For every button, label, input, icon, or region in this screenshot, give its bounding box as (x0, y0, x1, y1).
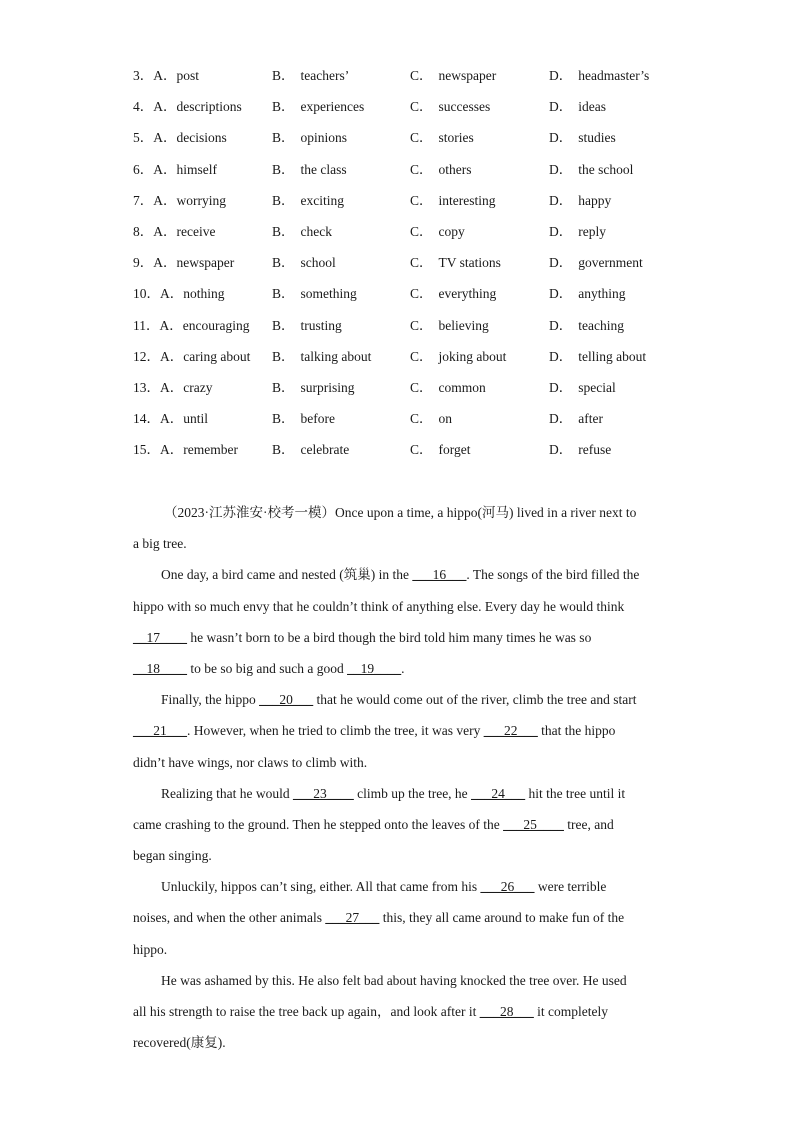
option-letter: C． (410, 99, 433, 115)
option-letter: D． (549, 130, 573, 146)
question-number: 6． (133, 161, 154, 177)
option-letter: C． (410, 411, 433, 427)
blank-28[interactable]: ___28___ (479, 1004, 534, 1019)
cloze-passage (133, 497, 661, 1058)
option-text: opinions (300, 130, 348, 146)
option-letter: A． (153, 255, 177, 271)
passage-line: noises, and when the other animals ___27___ this, they all came around to make fun of the (133, 910, 625, 926)
question-number-and-option-a (133, 251, 234, 275)
option-text: after (578, 411, 603, 427)
option-c[interactable] (410, 314, 489, 338)
question-number-and-option-a (133, 189, 226, 213)
option-letter: B． (272, 379, 295, 395)
option-row (133, 251, 693, 282)
option-letter: C． (410, 68, 433, 83)
option-text: government (578, 255, 643, 271)
option-text: others (438, 161, 472, 177)
passage-line: He was ashamed by this. He also felt bad about having knocked the tree over. He used (161, 972, 627, 988)
blank-22[interactable]: ___22___ (483, 723, 538, 739)
option-c[interactable] (410, 158, 472, 182)
option-text: something (300, 286, 357, 302)
blank-20[interactable]: ___20___ (259, 692, 314, 708)
blank-27[interactable]: ___27___ (325, 910, 380, 926)
question-number-and-option-a (133, 345, 250, 369)
option-text: teaching (578, 317, 624, 333)
option-letter: C． (410, 223, 433, 239)
option-c[interactable] (410, 64, 496, 88)
option-letter: A． (153, 130, 177, 146)
option-letter: C． (410, 161, 433, 177)
option-letter: B． (272, 192, 295, 208)
option-letter: A． (160, 379, 184, 395)
option-row (133, 220, 693, 251)
option-c[interactable] (410, 126, 474, 150)
option-b[interactable] (272, 220, 332, 244)
option-c[interactable] (410, 251, 501, 275)
option-letter: D． (549, 286, 573, 302)
option-b[interactable] (272, 251, 336, 275)
option-text[interactable]: nothing (183, 286, 225, 302)
option-text[interactable]: remember (183, 442, 238, 458)
passage-line: Finally, the hippo ___20___ that he would come out of the river, climb the tree and start (161, 692, 637, 708)
passage-line: __17____ he wasn’t born to be a bird though the bird told him many times he was so (133, 629, 592, 645)
option-d[interactable] (549, 189, 611, 213)
option-text: experiences (300, 99, 365, 115)
question-number-and-option-a (133, 438, 238, 462)
question-number-and-option-a (133, 64, 199, 88)
option-row (133, 376, 693, 407)
option-text: stories (438, 130, 474, 146)
option-c[interactable] (410, 95, 490, 119)
option-text[interactable]: worrying (176, 192, 226, 208)
option-letter: B． (272, 130, 295, 146)
question-number-and-option-a (133, 314, 249, 338)
option-text: check (300, 223, 332, 239)
blank-18[interactable]: __18____ (133, 660, 187, 676)
question-number: 7． (133, 192, 154, 208)
question-number: 3． (133, 68, 154, 83)
options-table (133, 64, 693, 469)
question-number: 11． (133, 317, 160, 333)
option-text[interactable]: encouraging (182, 317, 250, 333)
option-row (133, 158, 693, 189)
option-d[interactable] (549, 438, 611, 462)
passage-line: One day, a bird came and nested (筑巢) in the ___16___. The songs of the bird filled the (161, 567, 640, 583)
option-d[interactable] (549, 220, 606, 244)
option-c[interactable] (410, 438, 471, 462)
option-letter: C． (410, 255, 433, 271)
option-letter: B． (272, 286, 295, 302)
option-letter: C． (410, 130, 433, 146)
option-text: anything (578, 286, 626, 302)
option-letter: D． (549, 68, 573, 83)
option-text: reply (578, 223, 606, 239)
option-letter: A． (153, 161, 177, 177)
passage-line: a big tree. (133, 536, 187, 552)
option-letter: A． (153, 192, 177, 208)
option-d[interactable] (549, 345, 646, 369)
option-letter: C． (410, 348, 433, 364)
blank-23[interactable]: ___23____ (292, 785, 354, 801)
option-b[interactable] (272, 189, 344, 213)
option-text: forget (438, 442, 471, 458)
option-text: studies (578, 130, 616, 146)
option-letter: D． (549, 348, 573, 364)
option-text[interactable]: descriptions (176, 99, 242, 115)
option-text: school (300, 255, 336, 271)
option-letter: B． (272, 68, 295, 83)
question-number-and-option-a (133, 376, 212, 400)
blank-24[interactable]: ___24___ (471, 785, 526, 801)
option-letter: C． (410, 317, 433, 333)
passage-line: ___21___. However, when he tried to climb the tree, it was very ___22___ that the hippo (133, 723, 616, 739)
question-number-and-option-a (133, 220, 215, 244)
option-text: teachers’ (300, 68, 350, 83)
option-text: happy (578, 192, 612, 208)
option-text: joking about (438, 348, 507, 364)
option-text: believing (438, 317, 489, 333)
option-text[interactable]: until (183, 411, 209, 427)
question-number-and-option-a (133, 407, 208, 431)
option-b[interactable] (272, 95, 364, 119)
option-text: newspaper (438, 68, 497, 83)
option-row (133, 95, 693, 126)
option-text: interesting (438, 192, 496, 208)
question-number: 4． (133, 99, 154, 115)
option-letter: A． (160, 286, 184, 302)
option-text: TV stations (438, 255, 501, 271)
option-text[interactable]: crazy (183, 379, 213, 395)
option-b[interactable] (272, 438, 349, 462)
option-b[interactable] (272, 376, 355, 400)
option-letter: C． (410, 192, 433, 208)
option-text: exciting (300, 192, 345, 208)
question-number-and-option-a (133, 126, 227, 150)
option-row (133, 126, 693, 157)
option-letter: D． (549, 99, 573, 115)
passage-line: began singing. (133, 848, 212, 864)
option-c[interactable] (410, 189, 496, 213)
option-letter: A． (159, 317, 183, 333)
option-text[interactable]: himself (176, 161, 217, 177)
option-text: everything (438, 286, 497, 302)
option-b[interactable] (272, 282, 357, 306)
question-number: 13． (133, 379, 160, 395)
option-letter: B． (272, 161, 295, 177)
option-letter: B． (272, 99, 295, 115)
option-text[interactable]: caring about (183, 348, 251, 364)
option-d[interactable] (549, 282, 626, 306)
option-text: special (578, 379, 616, 395)
option-text: refuse (578, 442, 612, 458)
question-number: 15． (133, 442, 160, 458)
option-text[interactable]: receive (176, 223, 216, 239)
option-d[interactable] (549, 376, 616, 400)
option-letter: C． (410, 379, 433, 395)
option-row (133, 407, 693, 438)
option-letter: D． (549, 317, 573, 333)
question-number-and-option-a (133, 282, 225, 306)
option-d[interactable] (549, 314, 624, 338)
option-text: before (300, 411, 335, 427)
option-c[interactable] (410, 282, 496, 306)
option-b[interactable] (272, 407, 335, 431)
blank-25[interactable]: ___25____ (503, 816, 564, 832)
option-text[interactable]: newspaper (176, 255, 235, 271)
option-letter: D． (549, 255, 573, 271)
option-letter: A． (160, 442, 184, 458)
question-number: 10． (133, 286, 160, 302)
option-letter: A． (153, 99, 177, 115)
passage-line: hippo with so much envy that he couldn’t think of anything else. Every day he would think (133, 598, 625, 614)
option-b[interactable] (272, 314, 342, 338)
option-text: successes (438, 99, 491, 115)
option-text: ideas (578, 99, 606, 115)
passage-line: （2023·江苏淮安·校考一模）Once upon a time, a hippo(河马) lived in a river next to (164, 505, 637, 520)
blank-17[interactable]: __17____ (133, 629, 187, 645)
option-letter: B． (272, 348, 295, 364)
passage-line: __18____ to be so big and such a good __19____. (133, 660, 405, 676)
option-letter: B． (272, 411, 295, 427)
option-c[interactable] (410, 376, 486, 400)
option-c[interactable] (410, 345, 506, 369)
option-text: on (438, 411, 453, 427)
option-text: the class (300, 161, 347, 177)
option-row (133, 282, 693, 313)
option-letter: D． (549, 161, 573, 177)
option-text: celebrate (300, 442, 350, 458)
option-letter: B． (272, 223, 295, 239)
blank-19[interactable]: __19____ (347, 660, 402, 676)
option-text: telling about (578, 348, 647, 364)
passage-line: didn’t have wings, nor claws to climb with. (133, 754, 368, 770)
passage-line: all his strength to raise the tree back up again，and look after it ___28___ it completely (133, 1004, 608, 1019)
question-number: 12． (133, 348, 160, 364)
option-d[interactable] (549, 64, 649, 88)
option-text: trusting (300, 317, 342, 333)
option-b[interactable] (272, 158, 347, 182)
option-text: copy (438, 223, 465, 239)
option-row (133, 345, 693, 376)
option-letter: A． (153, 68, 177, 83)
option-c[interactable] (410, 407, 452, 431)
passage-line: came crashing to the ground. Then he stepped onto the leaves of the ___25____ tree, and (133, 816, 614, 832)
question-number-and-option-a (133, 95, 242, 119)
option-letter: B． (272, 317, 295, 333)
option-row (133, 64, 693, 95)
option-d[interactable] (549, 95, 606, 119)
question-number: 8． (133, 223, 154, 239)
option-text: the school (578, 161, 634, 177)
option-row (133, 189, 693, 220)
option-letter: A． (160, 411, 184, 427)
option-d[interactable] (549, 407, 603, 431)
option-c[interactable] (410, 220, 465, 244)
question-number: 5． (133, 130, 154, 146)
option-row (133, 438, 693, 469)
option-letter: D． (549, 442, 573, 458)
option-text[interactable]: post (176, 68, 200, 83)
blank-16[interactable]: ___16___ (412, 567, 467, 583)
question-number-and-option-a (133, 158, 217, 182)
option-d[interactable] (549, 126, 616, 150)
option-d[interactable] (549, 158, 633, 182)
option-text: surprising (300, 379, 355, 395)
option-letter: C． (410, 286, 433, 302)
passage-line: recovered(康复). (133, 1035, 226, 1051)
option-text: common (438, 379, 486, 395)
option-row (133, 314, 693, 345)
option-letter: A． (160, 348, 184, 364)
passage-line: hippo. (133, 941, 168, 957)
option-text: headmaster’s (578, 68, 650, 83)
option-text: talking about (300, 348, 372, 364)
option-letter: D． (549, 223, 573, 239)
passage-line: Unluckily, hippos can’t sing, either. All that came from his ___26___ were terrible (161, 879, 607, 895)
blank-26[interactable]: ___26___ (480, 879, 535, 895)
option-letter: C． (410, 442, 433, 458)
option-letter: D． (549, 379, 573, 395)
option-letter: D． (549, 411, 573, 427)
option-text[interactable]: decisions (176, 130, 227, 146)
option-letter: D． (549, 192, 573, 208)
option-b[interactable] (272, 126, 347, 150)
option-letter: B． (272, 442, 295, 458)
question-number: 9． (133, 255, 154, 271)
option-letter: A． (153, 223, 177, 239)
question-number: 14． (133, 411, 160, 427)
option-letter: B． (272, 255, 295, 271)
passage-line: Realizing that he would ___23____ climb up the tree, he ___24___ hit the tree until it (161, 785, 626, 801)
blank-21[interactable]: ___21___ (133, 723, 187, 739)
option-b[interactable] (272, 64, 349, 88)
option-d[interactable] (549, 251, 643, 275)
option-b[interactable] (272, 345, 371, 369)
